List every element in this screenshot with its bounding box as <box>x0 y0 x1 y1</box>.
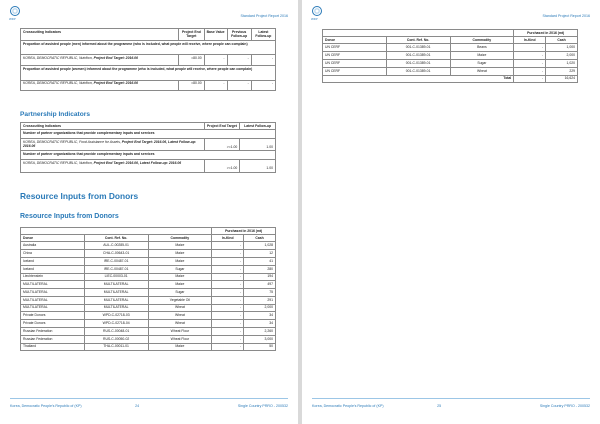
indicator-text: Number of partner organizations that provide complementary inputs and services <box>21 130 276 139</box>
donor-cell: Russian Federation <box>21 327 85 335</box>
col-header: In-Kind <box>212 235 244 242</box>
total-row <box>323 75 578 82</box>
footer-code: Single Country PRRO - 200532 <box>539 404 590 408</box>
ref-cell: WPD-C-02718-03 <box>84 312 148 320</box>
inkind-cell: - <box>212 289 244 297</box>
donor-cell: UN CERF <box>323 59 387 67</box>
target-value: >=1.00 <box>204 138 240 151</box>
inkind-cell: - <box>514 52 546 60</box>
cash-cell: 3,000 <box>244 335 276 343</box>
table-row <box>21 327 276 335</box>
location-cell <box>21 138 205 151</box>
location-text: KOREA, DEMOCRATIC REPUBLIC, Nutrition, <box>23 56 94 61</box>
total-inkind: - <box>514 75 546 82</box>
partnership-title: Partnership Indicators <box>20 111 90 118</box>
resource-inputs-title: Resource Inputs from Donors <box>20 191 139 201</box>
col-header: Project End Target <box>204 123 240 130</box>
logo-text: WFP <box>9 17 16 21</box>
inkind-cell: - <box>514 59 546 67</box>
commodity-cell: Wheat Flour <box>148 335 212 343</box>
inkind-cell: - <box>212 296 244 304</box>
table-row <box>21 151 276 160</box>
ref-cell: CHA-C-00643-01 <box>84 250 148 258</box>
ref-cell: THA-C-00011-01 <box>84 343 148 351</box>
target-value: >=1.00 <box>204 159 240 172</box>
donor-cell: Private Donors <box>21 312 85 320</box>
table-row <box>21 335 276 343</box>
donor-cell: MULTILATERAL <box>21 289 85 297</box>
col-header: Base Value <box>204 29 227 41</box>
table-row <box>323 59 578 67</box>
inkind-cell: - <box>212 273 244 281</box>
empty-header <box>148 228 212 235</box>
cash-cell: 50 <box>244 343 276 351</box>
cash-cell: 291 <box>244 296 276 304</box>
commodity-cell: Maize <box>148 257 212 265</box>
cash-cell: 1,028 <box>244 242 276 250</box>
cash-cell: 194 <box>244 273 276 281</box>
inkind-cell: - <box>212 343 244 351</box>
commodity-cell: Maize <box>450 52 514 60</box>
table-row <box>21 289 276 297</box>
cash-cell: 1,020 <box>546 59 578 67</box>
donor-cell: Iceland <box>21 265 85 273</box>
donor-cell: Iceland <box>21 257 85 265</box>
inkind-cell: - <box>212 312 244 320</box>
right-page <box>302 0 600 424</box>
continued-rows <box>323 44 578 75</box>
inkind-cell: - <box>212 327 244 335</box>
target-value: =80.00 <box>179 55 205 66</box>
location-cell <box>21 159 205 172</box>
resource-inputs-table <box>20 227 276 351</box>
latest-value: 1.00 <box>240 138 276 151</box>
cash-cell: 229 <box>546 67 578 75</box>
latest-value: - <box>251 80 275 91</box>
empty-header <box>84 228 148 235</box>
table-row <box>21 304 276 312</box>
latest-value: 1.00 <box>240 159 276 172</box>
ref-cell: MULTILATERAL <box>84 281 148 289</box>
cash-cell: 34 <box>244 320 276 328</box>
empty-header <box>21 228 85 235</box>
col-header: Cont. Ref. No. <box>84 235 148 242</box>
resource-inputs-block <box>20 227 276 351</box>
target-label: Project End Target: 2016.06, Latest Follow-up: 2016.06 <box>93 160 182 165</box>
ref-cell: IRE-C-00487-01 <box>84 265 148 273</box>
table-row <box>323 52 578 60</box>
table-row <box>21 159 276 172</box>
ref-cell: 001-C-01389-01 <box>386 67 450 75</box>
wfp-logo-icon <box>312 6 322 16</box>
target-label: Project End Target: 2016.06, Latest Follow-up: 2016.06 <box>23 139 197 149</box>
table-row <box>21 65 276 80</box>
table-row <box>21 40 276 55</box>
total-label: Total <box>450 75 514 82</box>
commodity-cell: Sugar <box>450 59 514 67</box>
inkind-cell: - <box>212 281 244 289</box>
donor-cell: UN CERF <box>323 44 387 52</box>
commodity-cell: Wheat <box>148 304 212 312</box>
footer-code: Single Country PRRO - 200532 <box>237 404 288 408</box>
ref-cell: MULTILATERAL <box>84 289 148 297</box>
indicator-text: Proportion of assisted people (women) informed about the programme (who is included, what people will receive, where people can complain) <box>21 65 276 80</box>
footer-report: Korea, Democratic People's Republic of (KP) <box>312 404 384 408</box>
empty-header <box>323 30 387 37</box>
footer-rule <box>10 398 288 399</box>
donor-cell: Russian Federation <box>21 335 85 343</box>
donor-cell: MULTILATERAL <box>21 281 85 289</box>
col-header: Cash <box>546 37 578 44</box>
partnership-table <box>20 122 276 173</box>
page-number: 24 <box>135 404 140 408</box>
col-header: Cont. Ref. No. <box>386 37 450 44</box>
table-row <box>21 138 276 151</box>
outcome-table <box>20 28 276 91</box>
col-header: Commodity <box>450 37 514 44</box>
donor-cell: Private Donors <box>21 320 85 328</box>
donor-cell: UN CERF <box>323 52 387 60</box>
target-label: Project End Target: 2016.06 <box>93 56 138 61</box>
commodity-cell: Maize <box>148 273 212 281</box>
donor-cell: China <box>21 250 85 258</box>
inkind-cell: - <box>212 242 244 250</box>
resource-inputs-subtitle: Resource Inputs from Donors <box>20 213 119 220</box>
table-row <box>21 55 276 66</box>
header-title: Standard Project Report 2016 <box>240 14 288 18</box>
empty-cell <box>323 75 387 82</box>
base-value: - <box>204 80 227 91</box>
ref-cell: IRE-C-00487-01 <box>84 257 148 265</box>
empty-header <box>450 30 514 37</box>
ref-cell: LIEC-00003-01 <box>84 273 148 281</box>
cash-cell: 2,000 <box>244 304 276 312</box>
col-header: Donor <box>323 37 387 44</box>
header-title: Standard Project Report 2016 <box>542 14 590 18</box>
col-header: Project End Target <box>179 29 205 41</box>
donor-cell: UN CERF <box>323 67 387 75</box>
donor-cell: MULTILATERAL <box>21 296 85 304</box>
inkind-cell: - <box>212 265 244 273</box>
table-row <box>21 312 276 320</box>
location-text: KOREA, DEMOCRATIC REPUBLIC, Food Assistance for Assets, <box>23 139 122 144</box>
donor-cell: MULTILATERAL <box>21 304 85 312</box>
commodity-cell: Wheat Flour <box>148 327 212 335</box>
table-row <box>323 67 578 75</box>
partnership-block <box>20 122 276 173</box>
ref-cell: MULTILATERAL <box>84 296 148 304</box>
donor-cell: Australia <box>21 242 85 250</box>
indicator-text: Number of partner organizations that provide complementary inputs and services <box>21 151 276 160</box>
col-header: Previous Follow-up <box>227 29 251 41</box>
cash-cell: 75 <box>244 289 276 297</box>
table-row <box>323 44 578 52</box>
ref-cell: 001-C-01389-01 <box>386 44 450 52</box>
cash-cell: 1,000 <box>546 44 578 52</box>
ref-cell: MULTILATERAL <box>84 304 148 312</box>
inkind-cell: - <box>212 335 244 343</box>
table-row <box>21 343 276 351</box>
table-row <box>21 265 276 273</box>
table-row <box>21 320 276 328</box>
resource-rows <box>21 242 276 351</box>
target-value: =80.00 <box>179 80 205 91</box>
commodity-cell: Wheat <box>148 320 212 328</box>
commodity-cell: Wheat <box>450 67 514 75</box>
cash-cell: 34 <box>244 312 276 320</box>
col-header: Crosscutting Indicators <box>21 123 205 130</box>
inkind-cell: - <box>212 250 244 258</box>
location-text: KOREA, DEMOCRATIC REPUBLIC, Nutrition, <box>23 81 94 86</box>
ref-cell: 001-C-01389-01 <box>386 52 450 60</box>
col-header: Latest Follow-up <box>240 123 276 130</box>
target-label: Project End Target: 2016.06 <box>93 81 138 86</box>
donor-cell: Thailand <box>21 343 85 351</box>
inkind-cell: - <box>514 67 546 75</box>
table-row <box>21 242 276 250</box>
commodity-cell: Beans <box>450 44 514 52</box>
page-number: 25 <box>437 404 442 408</box>
col-header: In-Kind <box>514 37 546 44</box>
table-row <box>21 273 276 281</box>
commodity-cell: Vegetable Oil <box>148 296 212 304</box>
table-row <box>21 250 276 258</box>
continued-table <box>322 29 578 83</box>
previous-value: - <box>227 80 251 91</box>
inkind-cell: - <box>212 320 244 328</box>
location-cell <box>21 55 179 66</box>
col-header: Commodity <box>148 235 212 242</box>
base-value: - <box>204 55 227 66</box>
cash-cell: 497 <box>244 281 276 289</box>
previous-value: - <box>227 55 251 66</box>
location-text: KOREA, DEMOCRATIC REPUBLIC, Nutrition, <box>23 160 94 165</box>
outcome-table-block <box>20 28 276 91</box>
footer-report: Korea, Democratic People's Republic of (KP) <box>10 404 82 408</box>
ref-cell: AUL-C-00285-01 <box>84 242 148 250</box>
inkind-cell: - <box>212 257 244 265</box>
ref-cell: 001-C-01389-01 <box>386 59 450 67</box>
commodity-cell: Maize <box>148 250 212 258</box>
purchased-header: Purchased in 2016 (mt) <box>514 30 578 37</box>
commodity-cell: Wheat <box>148 312 212 320</box>
cash-cell: 12 <box>244 250 276 258</box>
empty-cell <box>386 75 450 82</box>
total-cash: 16,624 <box>546 75 578 82</box>
table-row <box>21 130 276 139</box>
indicator-text: Proportion of assisted people (men) informed about the programme (who is included, what people will receive, where people can complain) <box>21 40 276 55</box>
commodity-cell: Maize <box>148 281 212 289</box>
col-header: Latest Follow-up <box>251 29 275 41</box>
inkind-cell: - <box>514 44 546 52</box>
table-row <box>21 281 276 289</box>
footer-rule <box>312 398 590 399</box>
table-row <box>21 80 276 91</box>
col-header: Crosscutting Indicators <box>21 29 179 41</box>
ref-cell: WPD-C-02718-04 <box>84 320 148 328</box>
cash-cell: 280 <box>244 265 276 273</box>
location-cell <box>21 80 179 91</box>
wfp-logo-icon <box>10 6 20 16</box>
commodity-cell: Sugar <box>148 265 212 273</box>
latest-value: - <box>251 55 275 66</box>
continued-table-block <box>322 29 578 83</box>
commodity-cell: Sugar <box>148 289 212 297</box>
commodity-cell: Maize <box>148 242 212 250</box>
commodity-cell: Maize <box>148 343 212 351</box>
cash-cell: 2,000 <box>546 52 578 60</box>
ref-cell: RUS-C-00048-01 <box>84 327 148 335</box>
inkind-cell: - <box>212 304 244 312</box>
cash-cell: 2,260 <box>244 327 276 335</box>
col-header: Donor <box>21 235 85 242</box>
ref-cell: RUS-C-00050-02 <box>84 335 148 343</box>
table-row <box>21 257 276 265</box>
left-page <box>0 0 298 424</box>
logo-text: WFP <box>311 17 318 21</box>
table-row <box>21 296 276 304</box>
cash-cell: 41 <box>244 257 276 265</box>
empty-header <box>386 30 450 37</box>
purchased-header: Purchased in 2016 (mt) <box>212 228 276 235</box>
donor-cell: Liechtenstein <box>21 273 85 281</box>
col-header: Cash <box>244 235 276 242</box>
